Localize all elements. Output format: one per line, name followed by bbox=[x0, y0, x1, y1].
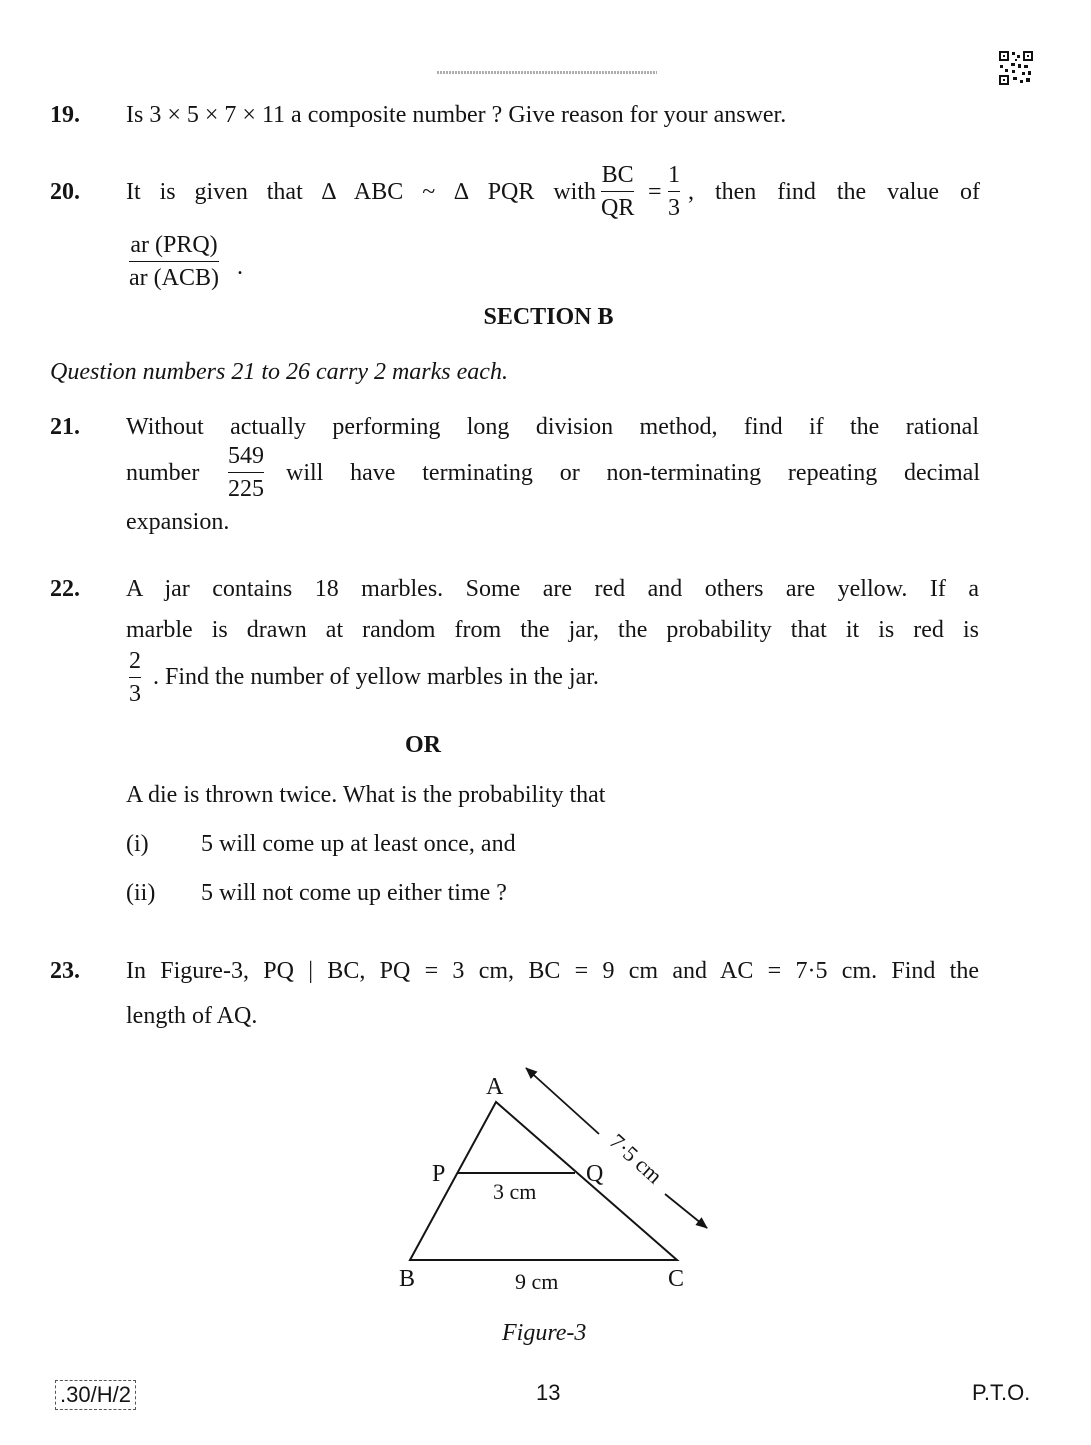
vertex-label-b: B bbox=[399, 1266, 416, 1292]
vertex-label-a: A bbox=[486, 1074, 504, 1100]
fraction-numerator: 2 bbox=[129, 648, 141, 674]
bc-length-label: 9 cm bbox=[515, 1269, 559, 1294]
q20-tail-text: , then find the value of bbox=[688, 179, 980, 205]
q21-number-label: number bbox=[126, 460, 200, 486]
figure-caption: Figure-3 bbox=[502, 1320, 587, 1346]
or-separator: OR bbox=[405, 732, 441, 758]
fraction-numerator: 549 bbox=[228, 443, 264, 469]
q20-lead-text: It is given that ∆ ABC ~ ∆ PQR with bbox=[126, 179, 596, 205]
q21-line: expansion. bbox=[126, 509, 230, 535]
pto-label: P.T.O. bbox=[972, 1380, 1031, 1405]
list-item: 5 will come up at least once, and bbox=[201, 831, 516, 857]
list-item-label: (ii) bbox=[126, 880, 156, 906]
q22-alt-intro: A die is thrown twice. What is the probability that bbox=[126, 782, 606, 808]
dimension-arrow-lower bbox=[665, 1194, 707, 1228]
fraction-denominator: QR bbox=[601, 195, 635, 221]
dimension-arrow-upper bbox=[526, 1068, 599, 1134]
q23-line: length of AQ. bbox=[126, 1003, 258, 1029]
list-item-label: (i) bbox=[126, 831, 149, 857]
question-number: 20. bbox=[50, 179, 80, 205]
fraction-denominator: 3 bbox=[129, 681, 141, 707]
q19-text: Is 3 × 5 × 7 × 11 a composite number ? Give reason for your answer. bbox=[126, 102, 787, 128]
fraction-denominator: 225 bbox=[228, 476, 264, 502]
q22-line: marble is drawn at random from the jar, the probability that it is red is bbox=[126, 617, 979, 643]
fraction-numerator: ar (PRQ) bbox=[130, 232, 218, 258]
equals-sign: = bbox=[648, 179, 662, 205]
section-instruction: Question numbers 21 to 26 carry 2 marks each. bbox=[50, 359, 508, 385]
fraction-denominator: 3 bbox=[668, 195, 680, 221]
q21-line: will have terminating or non-terminating repeating decimal bbox=[286, 460, 980, 486]
q22-line: A jar contains 18 marbles. Some are red and others are yellow. If a bbox=[126, 576, 979, 602]
fraction-numerator: BC bbox=[601, 162, 634, 188]
q22-line: . Find the number of yellow marbles in the jar. bbox=[153, 664, 599, 690]
question-number: 23. bbox=[50, 958, 80, 984]
question-number: 22. bbox=[50, 576, 80, 602]
page-number: 13 bbox=[536, 1380, 561, 1405]
q21-line: Without actually performing long division method, find if the rational bbox=[126, 414, 979, 440]
question-number: 19. bbox=[50, 102, 80, 128]
pq-length-label: 3 cm bbox=[493, 1179, 537, 1204]
list-item: 5 will not come up either time ? bbox=[201, 880, 507, 906]
section-heading: SECTION B bbox=[483, 304, 614, 330]
fraction-numerator: 1 bbox=[668, 162, 680, 188]
q23-line: In Figure-3, PQ | BC, PQ = 3 cm, BC = 9 cm and AC = 7·5 cm. Find the bbox=[126, 958, 979, 984]
point-label-p: P bbox=[432, 1161, 446, 1187]
question-number: 21. bbox=[50, 414, 80, 440]
vertex-label-c: C bbox=[668, 1266, 685, 1292]
point-label-q: Q bbox=[586, 1161, 604, 1187]
fraction-denominator: ar (ACB) bbox=[129, 265, 219, 291]
triangle-abc bbox=[410, 1102, 677, 1260]
q20-end-period: . bbox=[237, 254, 243, 280]
ac-length-label: 7·5 cm bbox=[604, 1128, 668, 1189]
paper-code: .30/H/2 bbox=[55, 1380, 136, 1410]
